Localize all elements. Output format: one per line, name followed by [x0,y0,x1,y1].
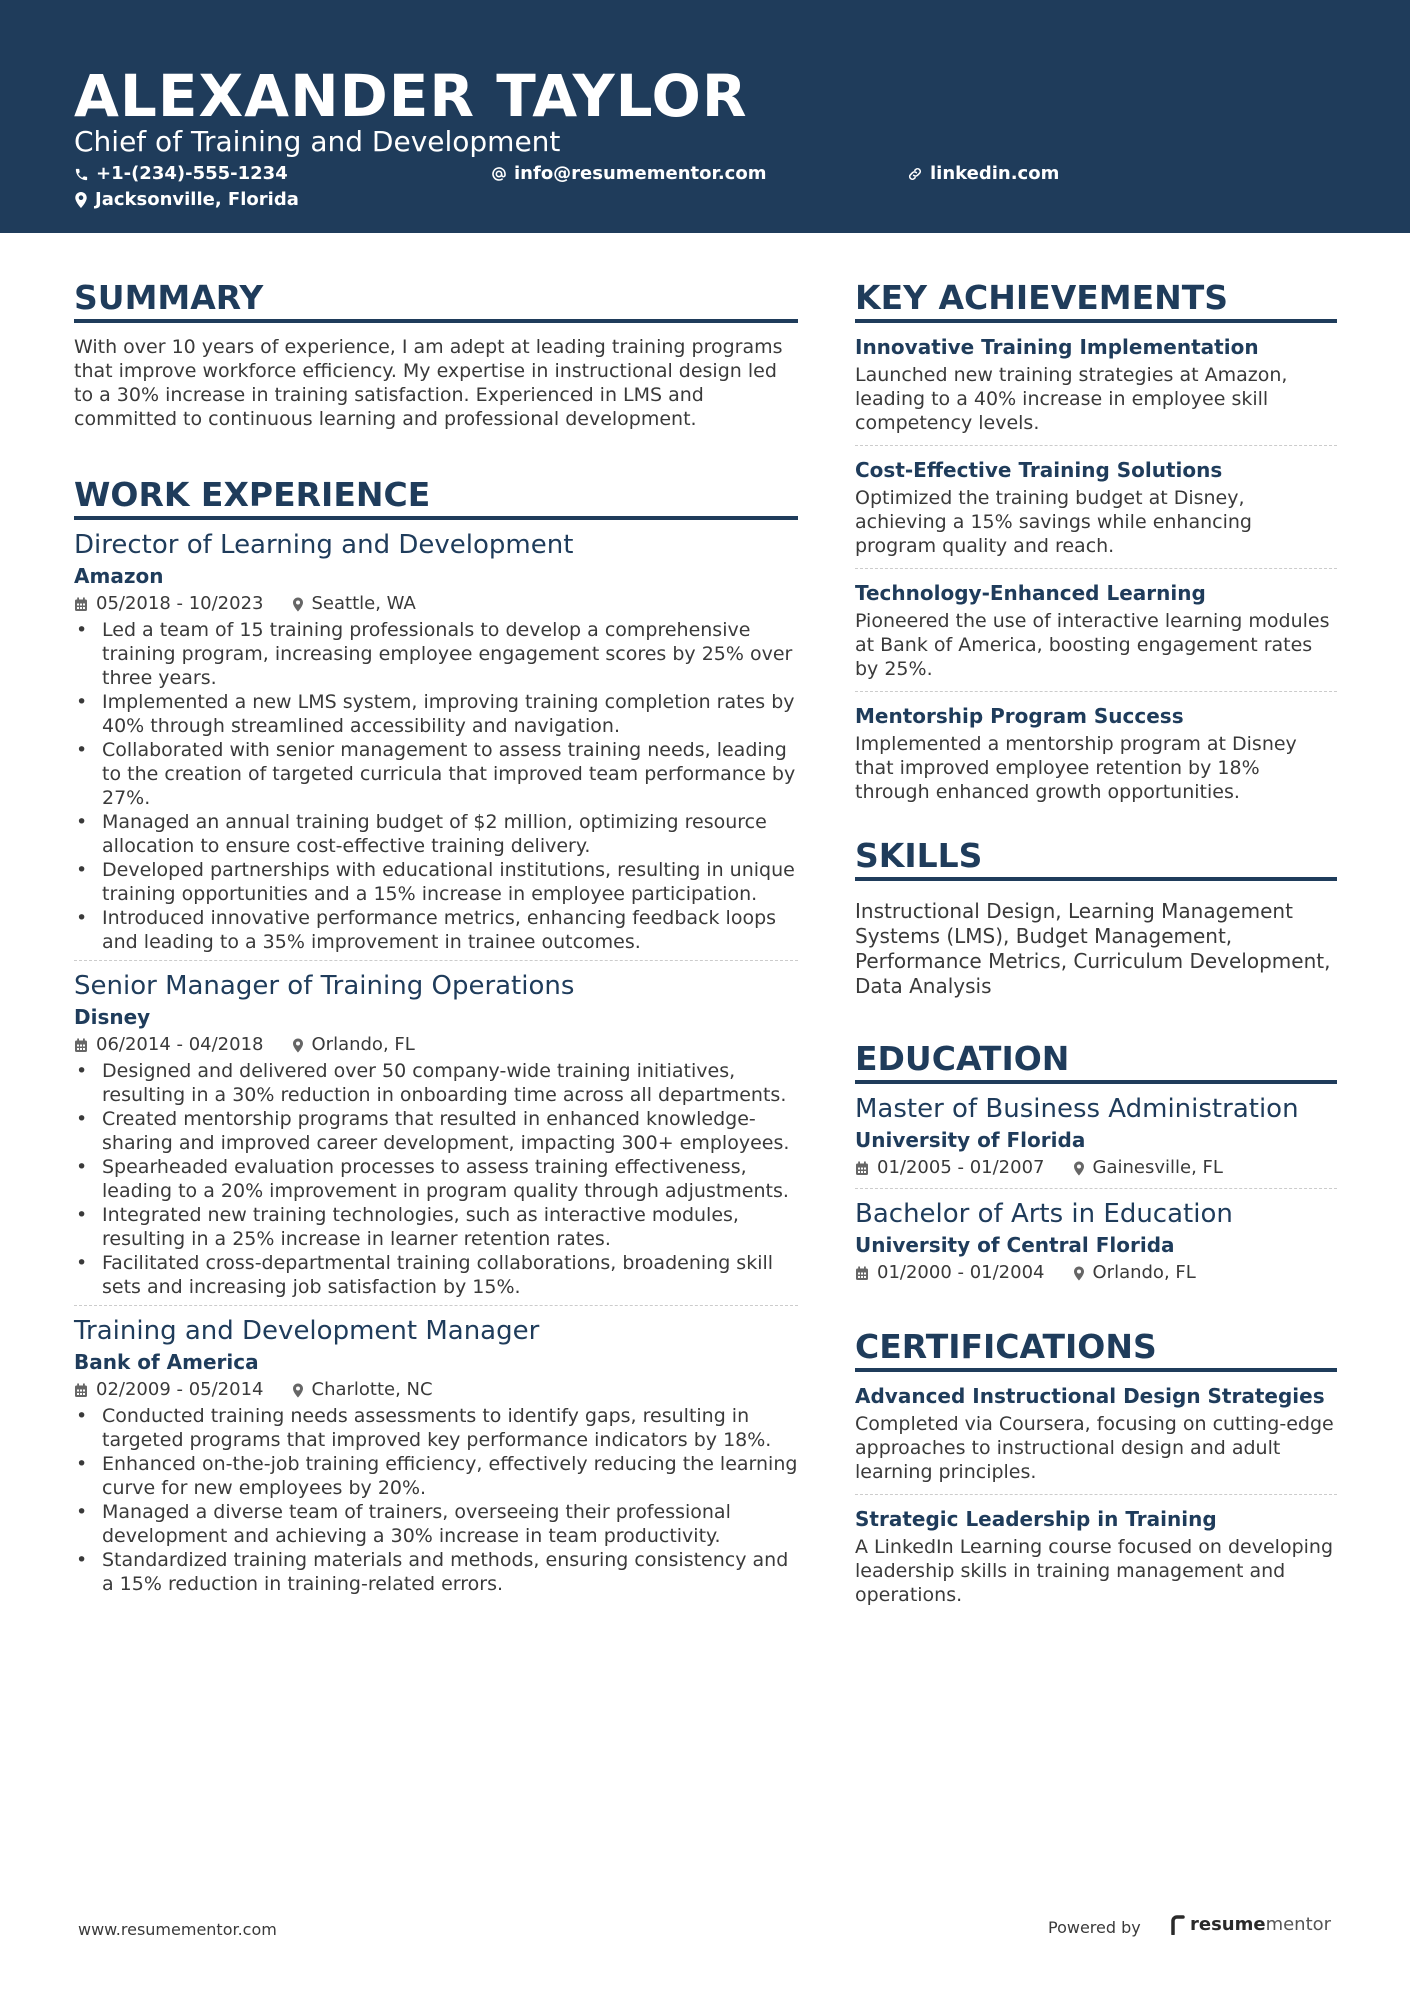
certifications-heading: CERTIFICATIONS [855,1327,1337,1372]
education-item [855,1092,1337,1182]
job-title: Senior Manager of Training Operations [74,971,575,1001]
job-title: Director of Learning and Development [74,530,574,560]
achievement-item [855,702,1337,804]
left-column [74,278,798,1596]
calendar-icon [855,1266,869,1281]
school-name: University of Florida [855,1128,1086,1152]
divider [855,568,1337,569]
location [292,1376,433,1404]
meta-row [855,1154,1337,1182]
degree: Bachelor of Arts in Education [855,1199,1233,1229]
divider [855,1188,1337,1189]
summary-heading: SUMMARY [74,278,798,323]
resumementor-logo-icon [1170,1915,1186,1935]
location-text: Gainesville, FL [1092,1157,1223,1178]
location-text: Charlotte, NC [311,1379,433,1400]
location-pin-icon [74,192,88,208]
job-bullet: • Implemented a new LMS system, improving training completion rates by 40% through streamlined accessibility and navigation. [74,690,798,738]
education-list [855,1092,1337,1287]
location-pin-icon [292,1038,304,1053]
meta-row [74,590,798,618]
divider [855,1494,1337,1495]
achievement-item [855,579,1337,681]
job-bullets [74,1404,798,1596]
achievement-desc: Pioneered the use of interactive learning modules at Bank of America, boosting engagement rates by 25%. [855,610,1330,680]
logo-text-light: mentor [1265,1914,1332,1935]
experience-heading: WORK EXPERIENCE [74,475,798,520]
company-name: Disney [74,1005,151,1029]
job-bullets [74,1059,798,1299]
meta-row [74,1031,798,1059]
location-pin-icon [1073,1266,1085,1281]
jobs-list [74,528,798,1596]
date-range: 06/2014 - 04/2018 [96,1034,264,1055]
resume-header [0,0,1410,233]
location [1073,1154,1223,1182]
job-bullet: • Introduced innovative performance metrics, enhancing feedback loops and leading to a 35% improvement in trainee outcomes. [74,906,798,954]
achievement-desc: Launched new training strategies at Amazon, leading to a 40% increase in employee skill competency levels. [855,364,1288,434]
calendar-icon [855,1161,869,1176]
certification-item [855,1382,1337,1484]
email-contact[interactable] [491,162,766,186]
job-entry [74,969,798,1299]
meta-row [74,1376,798,1404]
skills-heading: SKILLS [855,836,1337,881]
achievement-title: Innovative Training Implementation [855,335,1259,359]
job-bullet: • Spearheaded evaluation processes to assess training effectiveness, leading to a 20% improvement in program quality through adjustments. [74,1155,798,1203]
date-range: 02/2009 - 05/2014 [96,1379,264,1400]
achievement-title: Technology-Enhanced Learning [855,581,1206,605]
job-bullet: • Collaborated with senior management to assess training needs, leading to the creation of targeted curricula that improved team performance by 27%. [74,738,798,810]
school-name: University of Central Florida [855,1233,1175,1257]
right-column [855,278,1337,1607]
location-pin-icon [292,597,304,612]
achievement-desc: Optimized the training budget at Disney, achieving a 15% savings while enhancing program quality and reach. [855,487,1252,557]
divider [74,960,798,961]
location-pin-icon [292,1383,304,1398]
job-bullet: • Integrated new training technologies, such as interactive modules, resulting in a 25% increase in learner retention rates. [74,1203,798,1251]
location-text: Orlando, FL [311,1034,415,1055]
job-bullet: • Enhanced on-the-job training efficiency, effectively reducing the learning curve for new employees by 20%. [74,1452,798,1500]
location-contact [74,188,299,212]
achievement-title: Cost-Effective Training Solutions [855,458,1223,482]
job-entry [74,528,798,954]
achievement-title: Mentorship Program Success [855,704,1184,728]
job-bullet: • Developed partnerships with educational institutions, resulting in unique training opportunities and a 15% increase in employee participation. [74,858,798,906]
divider [855,445,1337,446]
achievements-heading: KEY ACHIEVEMENTS [855,278,1337,323]
email-text[interactable]: info@resumementor.com [514,163,767,184]
location [292,1031,415,1059]
calendar-icon [74,597,88,612]
job-title: Training and Development Manager [74,1316,540,1346]
location-text: Seattle, WA [311,593,416,614]
education-heading: EDUCATION [855,1039,1337,1084]
location-pin-icon [1073,1161,1085,1176]
date-range: 05/2018 - 10/2023 [96,593,264,614]
logo-text-bold: resume [1190,1914,1266,1935]
job-bullet: • Managed a diverse team of trainers, overseeing their professional development and achieving a 30% increase in team productivity. [74,1500,798,1548]
job-bullet: • Managed an annual training budget of $2 million, optimizing resource allocation to ensure cost-effective training delivery. [74,810,798,858]
linkedin-text[interactable]: linkedin.com [930,163,1060,184]
at-icon [491,166,507,182]
job-bullet: • Led a team of 15 training professionals to develop a comprehensive training program, increasing employee engagement scores by 25% over three years. [74,618,798,690]
certification-item [855,1505,1337,1607]
achievement-item [855,333,1337,435]
location [292,590,416,618]
phone-text: +1-(234)-555-1234 [96,163,288,184]
phone-icon [74,167,89,182]
phone-contact [74,162,288,186]
job-bullet: • Facilitated cross-departmental training collaborations, broadening skill sets and increasing job satisfaction by 15%. [74,1251,798,1299]
certification-title: Strategic Leadership in Training [855,1507,1217,1531]
job-bullets [74,618,798,954]
divider [74,1305,798,1306]
education-item [855,1197,1337,1287]
calendar-icon [74,1038,88,1053]
footer-logo [1170,1914,1331,1935]
linkedin-contact[interactable] [907,162,1059,186]
job-bullet: • Conducted training needs assessments to identify gaps, resulting in targeted programs that improved key performance indicators by 18%. [74,1404,798,1452]
achievement-item [855,456,1337,558]
achievements-list [855,333,1337,804]
achievement-desc: Implemented a mentorship program at Disney that improved employee retention by 18% through enhanced growth opportunities. [855,733,1297,803]
meta-row [855,1259,1337,1287]
certification-desc: A LinkedIn Learning course focused on developing leadership skills in training management and operations. [855,1536,1334,1606]
link-icon [907,166,923,182]
job-bullet: • Designed and delivered over 50 company-wide training initiatives, resulting in a 30% reduction in onboarding time across all departments. [74,1059,798,1107]
calendar-icon [74,1383,88,1398]
footer-powered-by: Powered by [1048,1918,1141,1937]
date-range: 01/2000 - 01/2004 [877,1262,1045,1283]
divider [855,691,1337,692]
location-text: Jacksonville, Florida [95,189,299,210]
degree: Master of Business Administration [855,1094,1299,1124]
job-bullet: • Created mentorship programs that resulted in enhanced knowledge-sharing and improved career development, impacting 300+ employees. [74,1107,798,1155]
location-text: Orlando, FL [1092,1262,1196,1283]
candidate-title: Chief of Training and Development [74,125,561,158]
skills-text: Instructional Design, Learning Management Systems (LMS), Budget Management, Performance Metrics, Curriculum Development, Data Analysis [855,899,1331,998]
job-bullet: • Standardized training materials and methods, ensuring consistency and a 15% reduction in training-related errors. [74,1548,798,1596]
company-name: Bank of America [74,1350,259,1374]
company-name: Amazon [74,564,164,588]
job-entry [74,1314,798,1596]
certification-desc: Completed via Coursera, focusing on cutting-edge approaches to instructional design and adult learning principles. [855,1413,1334,1483]
candidate-name: ALEXANDER TAYLOR [74,62,748,130]
footer-website[interactable]: www.resumementor.com [78,1920,277,1939]
summary-text: With over 10 years of experience, I am adept at leading training programs that improve workforce efficiency. My expertise in instructional design led to a 30% increase in training satisfaction. Experienced in LMS and committed to continuous learning and professional development. [74,336,783,430]
date-range: 01/2005 - 01/2007 [877,1157,1045,1178]
certifications-list [855,1382,1337,1607]
location [1073,1259,1196,1287]
certification-title: Advanced Instructional Design Strategies [855,1384,1325,1408]
